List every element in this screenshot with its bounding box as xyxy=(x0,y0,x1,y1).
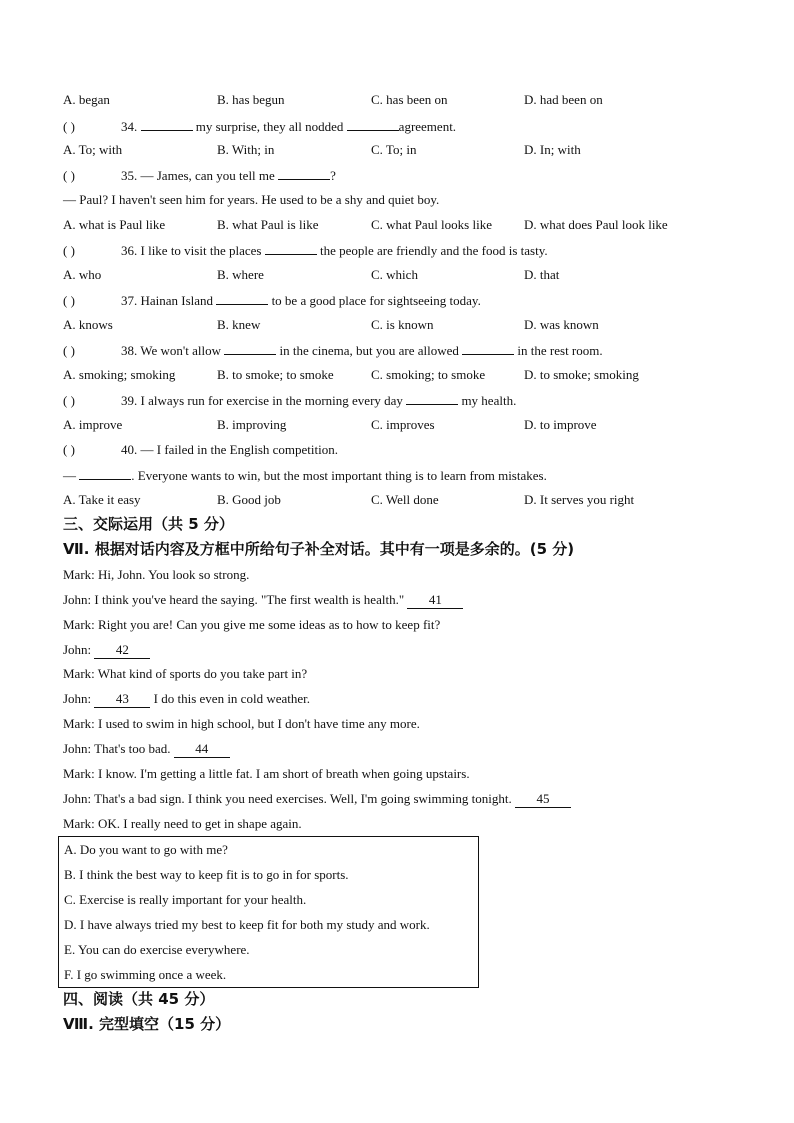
q35-reply: — Paul? I haven't seen him for years. He used to be a shy and quiet boy. xyxy=(63,192,440,207)
option-d: D. In; with xyxy=(524,142,581,157)
dialogue-text: John: xyxy=(63,691,92,706)
option-d: D. had been on xyxy=(524,92,603,107)
answer-blank-43[interactable]: 43 xyxy=(94,691,150,708)
option-a: A. knows xyxy=(63,317,113,332)
dialogue-line xyxy=(63,816,302,832)
q39-post: my health. xyxy=(461,393,517,408)
q34-post: agreement. xyxy=(398,119,457,134)
blank[interactable] xyxy=(406,392,458,405)
q37-pre: 37. Hainan Island xyxy=(121,293,214,308)
q35-text: 35. — James, can you tell me xyxy=(121,168,275,183)
option-a: A. Take it easy xyxy=(63,492,141,507)
dash: — xyxy=(63,468,76,483)
q36-post: the people are friendly and the food is tasty. xyxy=(319,243,548,258)
dialogue-line xyxy=(63,691,310,708)
blank[interactable] xyxy=(462,342,514,355)
option-a: A. began xyxy=(63,92,110,107)
answer-blank-41[interactable]: 41 xyxy=(407,592,463,609)
blank[interactable] xyxy=(278,167,330,180)
answer-paren[interactable]: ( ) xyxy=(63,393,75,408)
answer-paren[interactable]: ( ) xyxy=(63,168,75,183)
option-d: D. was known xyxy=(524,317,599,332)
option-a: A. what is Paul like xyxy=(63,217,166,232)
section-3-title: 三、交际运用（共 5 分） xyxy=(63,515,234,533)
q39-pre: 39. I always run for exercise in the morning every day xyxy=(121,393,403,408)
blank[interactable] xyxy=(224,342,276,355)
question-35 xyxy=(63,167,336,184)
option-b: B. what Paul is like xyxy=(217,217,319,232)
answer-paren[interactable]: ( ) xyxy=(63,343,75,358)
dialogue-line xyxy=(63,766,470,782)
choices-box xyxy=(58,836,479,988)
option-d: D. to improve xyxy=(524,417,597,432)
dialogue-line xyxy=(63,791,571,808)
answer-paren[interactable]: ( ) xyxy=(63,119,75,134)
option-a: A. improve xyxy=(63,417,123,432)
choice-c: C. Exercise is really important for your health. xyxy=(64,892,307,907)
choice-b: B. I think the best way to keep fit is to go in for sports. xyxy=(64,867,349,882)
dialogue-line xyxy=(63,741,230,758)
option-c: C. improves xyxy=(371,417,435,432)
answer-blank-44[interactable]: 44 xyxy=(174,741,230,758)
q35-post: ? xyxy=(330,168,336,183)
blank[interactable] xyxy=(216,292,268,305)
option-c: C. Well done xyxy=(371,492,439,507)
option-d: D. to smoke; smoking xyxy=(524,367,639,382)
blank[interactable] xyxy=(79,467,131,480)
blank[interactable] xyxy=(141,118,193,131)
blank[interactable] xyxy=(265,242,317,255)
choice-f: F. I go swimming once a week. xyxy=(64,967,227,982)
dialogue-text: Mark: Right you are! Can you give me some ideas as to how to keep fit? xyxy=(63,617,441,632)
q40-pre: 40. — I failed in the English competition. xyxy=(121,442,338,457)
option-d: D. what does Paul look like xyxy=(524,217,668,232)
blank[interactable] xyxy=(347,118,399,131)
answer-paren[interactable]: ( ) xyxy=(63,442,75,457)
dialogue-text: John: That's too bad. xyxy=(63,741,171,756)
dialogue-line xyxy=(63,666,307,682)
option-c: C. To; in xyxy=(371,142,417,157)
option-c: C. is known xyxy=(371,317,434,332)
dialogue-text: John: That's a bad sign. I think you need exercises. Well, I'm going swimming tonight. xyxy=(63,791,512,806)
question-34 xyxy=(63,118,456,135)
option-c: C. what Paul looks like xyxy=(371,217,492,232)
question-40 xyxy=(63,442,338,458)
dialogue-text: Mark: I know. I'm getting a little fat. I am short of breath when going upstairs. xyxy=(63,766,470,781)
option-b: B. knew xyxy=(217,317,261,332)
option-a: A. smoking; smoking xyxy=(63,367,176,382)
section-8-title: Ⅷ. 完型填空（15 分） xyxy=(63,1015,231,1033)
option-d: D. It serves you right xyxy=(524,492,635,507)
dialogue-line xyxy=(63,592,463,609)
q40-reply xyxy=(63,467,547,484)
answer-blank-42[interactable]: 42 xyxy=(94,642,150,659)
section-4-title: 四、阅读（共 45 分） xyxy=(63,990,215,1008)
option-b: B. Good job xyxy=(217,492,281,507)
option-c: C. smoking; to smoke xyxy=(371,367,486,382)
dialogue-line xyxy=(63,567,249,583)
section-7-title: Ⅶ. 根据对话内容及方框中所给句子补全对话。其中有一项是多余的。(5 分) xyxy=(63,540,575,558)
option-a: A. To; with xyxy=(63,142,123,157)
dialogue-text: Mark: OK. I really need to get in shape again. xyxy=(63,816,302,831)
q36-pre: 36. I like to visit the places xyxy=(121,243,262,258)
question-37 xyxy=(63,292,481,309)
option-a: A. who xyxy=(63,267,102,282)
dialogue-text: Mark: I used to swim in high school, but I don't have time any more. xyxy=(63,716,420,731)
option-b: B. With; in xyxy=(217,142,275,157)
answer-paren[interactable]: ( ) xyxy=(63,243,75,258)
choice-a: A. Do you want to go with me? xyxy=(64,842,228,857)
dialogue-text: Mark: Hi, John. You look so strong. xyxy=(63,567,250,582)
q34-mid: my surprise, they all nodded xyxy=(195,119,344,134)
option-d: D. that xyxy=(524,267,560,282)
dialogue-line xyxy=(63,716,420,732)
dialogue-text: Mark: What kind of sports do you take part in? xyxy=(63,666,308,681)
choice-e: E. You can do exercise everywhere. xyxy=(64,942,250,957)
question-38 xyxy=(63,342,603,359)
dialogue-text: John: I think you've heard the saying. "The first wealth is health." xyxy=(63,592,405,607)
option-b: B. to smoke; to smoke xyxy=(217,367,334,382)
q38-mid: in the cinema, but you are allowed xyxy=(279,343,459,358)
q38-post: in the rest room. xyxy=(517,343,603,358)
option-c: C. which xyxy=(371,267,418,282)
question-39 xyxy=(63,392,516,409)
q37-post: to be a good place for sightseeing today. xyxy=(271,293,481,308)
dialogue-text: John: xyxy=(63,642,92,657)
dialogue-line xyxy=(63,642,150,659)
dialogue-line xyxy=(63,617,440,633)
option-b: B. where xyxy=(217,267,264,282)
option-b: B. has begun xyxy=(217,92,285,107)
q40-reply-post: . Everyone wants to win, but the most important thing is to learn from mistakes. xyxy=(131,468,547,483)
option-b: B. improving xyxy=(217,417,287,432)
q38-pre: 38. We won't allow xyxy=(121,343,221,358)
q34-num: 34. xyxy=(121,119,138,134)
option-c: C. has been on xyxy=(371,92,448,107)
answer-blank-45[interactable]: 45 xyxy=(515,791,571,808)
question-36 xyxy=(63,242,548,259)
choice-d: D. I have always tried my best to keep fit for both my study and work. xyxy=(64,917,430,932)
answer-paren[interactable]: ( ) xyxy=(63,293,75,308)
dialogue-text: I do this even in cold weather. xyxy=(153,691,310,706)
